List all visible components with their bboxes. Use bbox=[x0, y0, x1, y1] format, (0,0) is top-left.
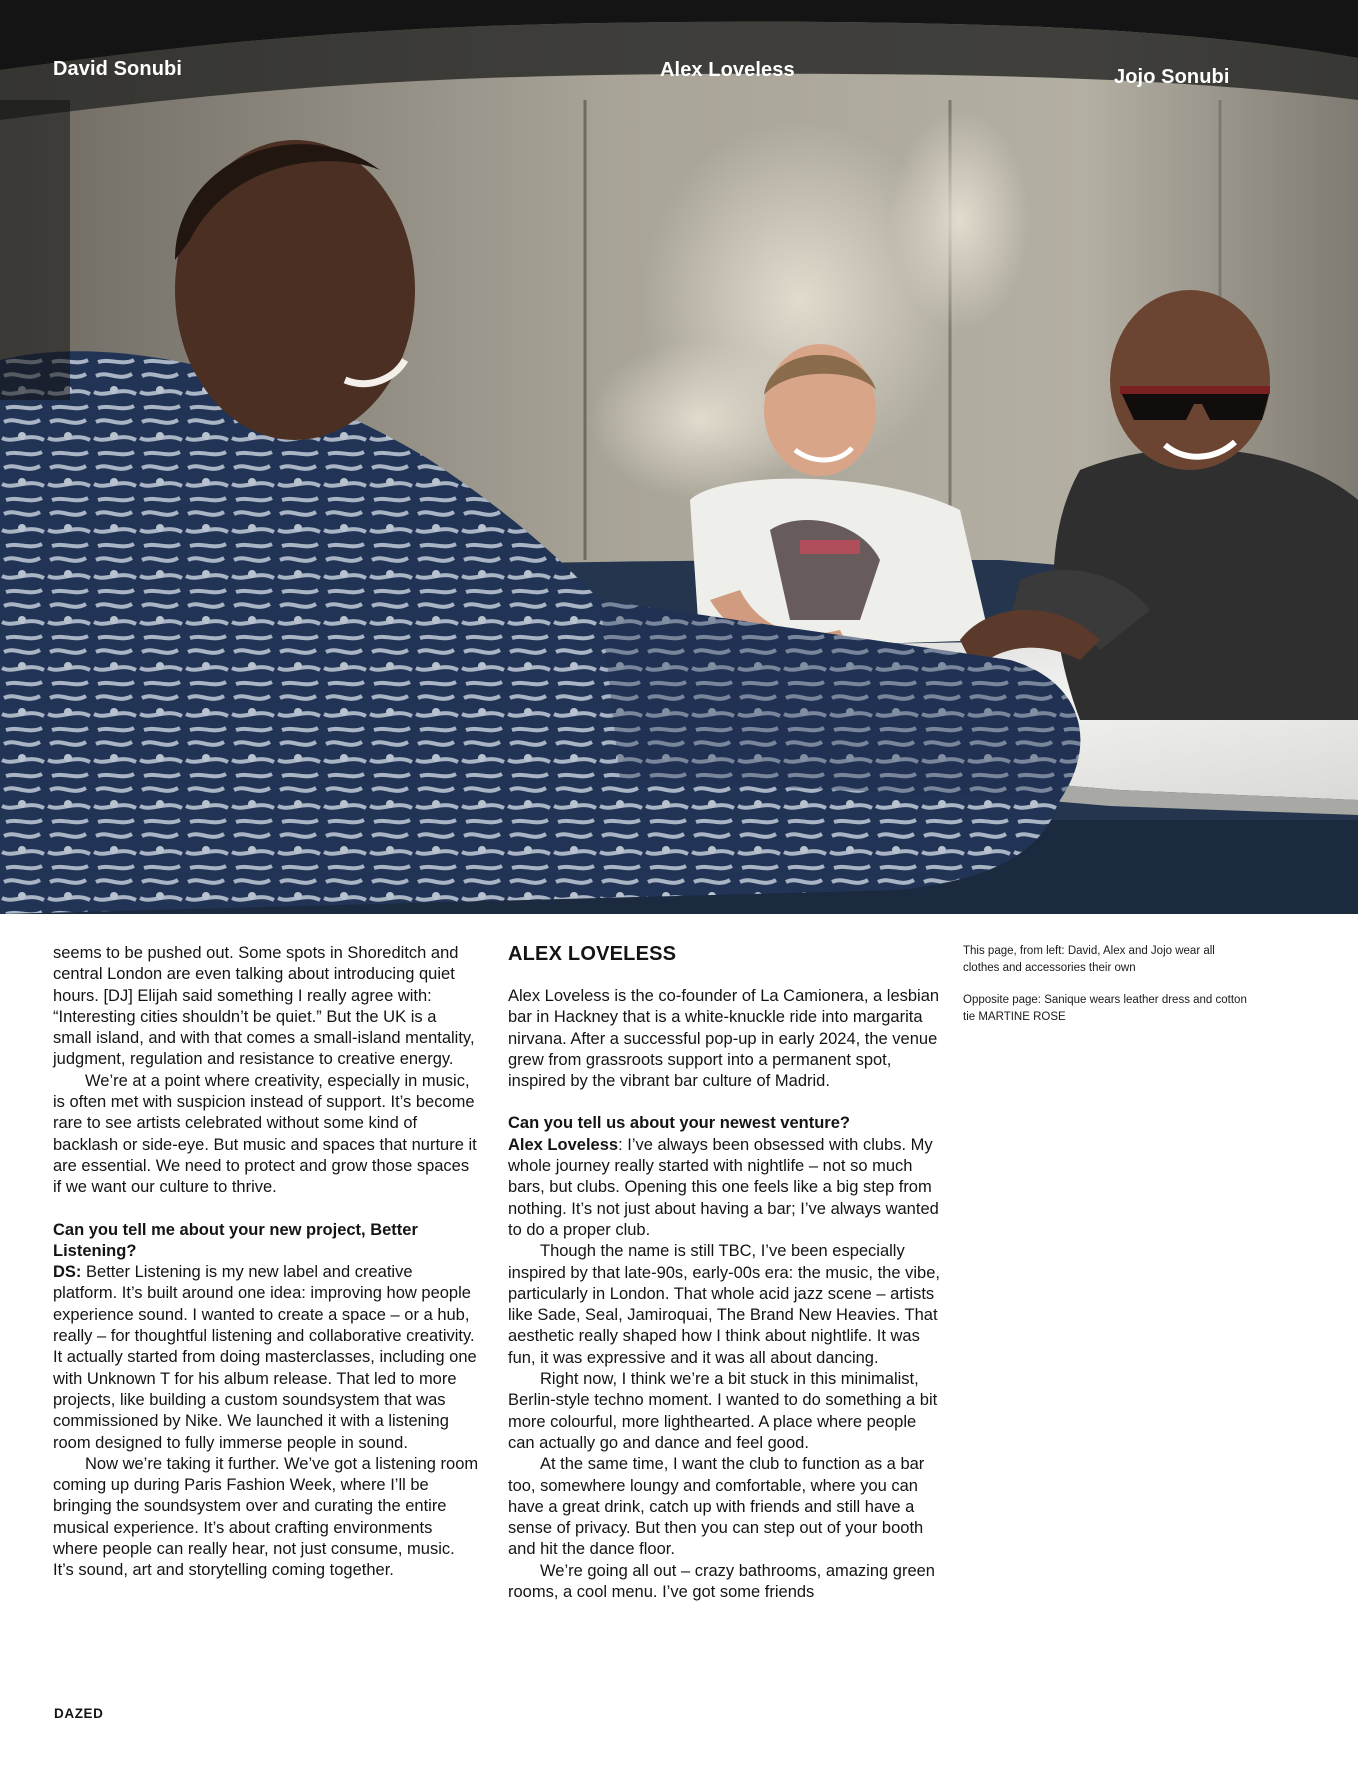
caption-this-page: This page, from left: David, Alex and Jojo wear all clothes and accessories their own bbox=[963, 945, 1215, 974]
photo-name-alex: Alex Loveless bbox=[660, 59, 795, 81]
left-paragraph: Now we’re taking it further. We’ve got a listening room coming up during Paris Fashion Week, where I’ll be bringing the soundsystem over and curating the entire musical experience. It’s about crafting environments where people can really hear, not just consume, music. It’s sound, art and storytelling coming together. bbox=[53, 1454, 479, 1580]
middle-question: Can you tell us about your newest venture? bbox=[508, 1114, 850, 1133]
photo-name-jojo: Jojo Sonubi bbox=[1114, 66, 1230, 88]
middle-answer bbox=[508, 1135, 940, 1241]
middle-paragraph: Though the name is still TBC, I’ve been especially inspired by that late-90s, early-00s era: the music, the vibe, particularly in London. That whole acid jazz scene – artists like Sade, Seal, Jamiroquai, The Brand New Heavies. That aesthetic really shaped how I think about nightlife. It was fun, it was expressive and it was all about dancing. bbox=[508, 1242, 940, 1367]
left-answer bbox=[53, 1262, 479, 1454]
caption-opposite-page: Opposite page: Sanique wears leather dress and cotton tie MARTINE ROSE bbox=[963, 994, 1247, 1023]
answer-speaker: DS: bbox=[53, 1263, 82, 1282]
photo-name-david: David Sonubi bbox=[53, 58, 182, 80]
photo-captions bbox=[963, 943, 1253, 1041]
left-question: Can you tell me about your new project, Better Listening? bbox=[53, 1220, 418, 1260]
left-paragraph: seems to be pushed out. Some spots in Shoreditch and central London are even talking about introducing quiet hours. [DJ] Elijah said something I really agree with: “Interesting cities shouldn’t be quiet.” But the UK is a small island, and with that comes a small-island mentality, judgment, regulation and resistance to creative energy. bbox=[53, 944, 475, 1069]
middle-paragraph: At the same time, I want the club to function as a bar too, somewhere loungy and comfortable, where you can have a great drink, catch up with friends and still have a sense of privacy. But then you can step out of your booth and hit the dance floor. bbox=[508, 1455, 925, 1559]
middle-paragraph: Right now, I think we’re a bit stuck in this minimalist, Berlin-style techno moment. I wanted to do something a bit more colourful, more lighthearted. A place where people can actually go and dance and feel good. bbox=[508, 1370, 938, 1452]
middle-paragraph: We’re going all out – crazy bathrooms, amazing green rooms, a cool menu. I’ve got some friends bbox=[508, 1561, 935, 1602]
middle-answer-text: : I’ve always been obsessed with clubs. My whole journey really started with nightlife – not so much bars, but clubs. Opening this one feels like a big step from nothing. It’s not just about having a bar; I’ve always wanted to do a proper club. bbox=[508, 1135, 939, 1239]
left-column bbox=[53, 943, 479, 1582]
answer-speaker: Alex Loveless bbox=[508, 1135, 619, 1154]
magazine-brand: DAZED bbox=[54, 1706, 104, 1721]
left-paragraph: We’re at a point where creativity, especially in music, is often met with suspicion instead of support. It’s become rare to see artists celebrated without some kind of backlash or side-eye. But music and spaces that nurture it are essential. We need to protect and grow those spaces if we want our culture to thrive. bbox=[53, 1071, 477, 1197]
left-answer-text: Better Listening is my new label and creative platform. It’s built around one idea: improving how people experience sound. I wanted to create a space – or a hub, really – for thoughtful listening and collaborative creativity. It actually started from doing masterclasses, including one with Unknown T for his album release. That led to more projects, like building a custom soundsystem that was commissioned by Nike. We launched it with a listening room designed to fully immerse people in sound. bbox=[53, 1263, 477, 1452]
section-heading: ALEX LOVELESS bbox=[508, 943, 677, 965]
middle-column bbox=[508, 942, 940, 1603]
intro-paragraph: Alex Loveless is the co-founder of La Camionera, a lesbian bar in Hackney that is a white-knuckle ride into margarita nirvana. After a successful pop-up in early 2024, the venue grew from grassroots support into a permanent spot, inspired by the vibrant bar culture of Madrid. bbox=[508, 987, 940, 1091]
